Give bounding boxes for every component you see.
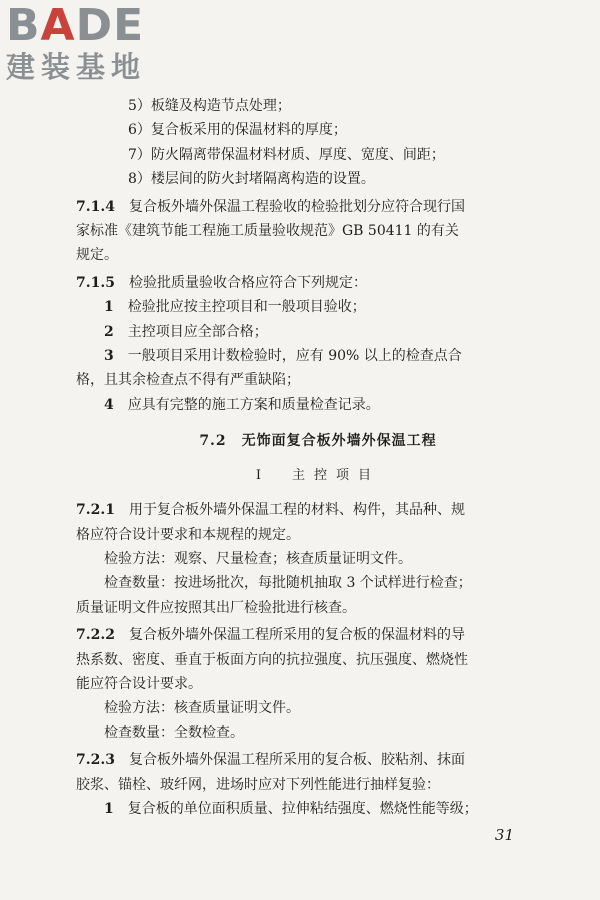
clause-text: 胶浆、锚栓、玻纤网，进场时应对下列性能进行抽样复验： [76, 776, 440, 793]
inspection-quantity: 检查数量：按进场批次，每批随机抽取 3 个试样进行检查； [104, 575, 472, 592]
clause-text: 家标准《建筑节能工程施工质量验收规范》GB 50411 的有关 [76, 223, 459, 240]
clause-7-2-2 [76, 623, 560, 745]
list-item: 3 一般项目采用计数检验时，应有 90% 以上的检查点合 [104, 348, 462, 365]
section-title: 7.2 无饰面复合板外墙外保温工程 [199, 433, 437, 450]
clause-text: 规定。 [76, 247, 118, 264]
clause-text: 用于复合板外墙外保温工程的材料、构件，其品种、规 [128, 502, 465, 519]
clause-text: 检验批质量验收合格应符合下列规定： [128, 274, 367, 291]
page-number: 31 [494, 826, 514, 844]
inspection-method: 检验方法：核查质量证明文件。 [104, 700, 300, 717]
clause-7-1-5 [76, 271, 560, 417]
clause-text: 能应符合设计要求。 [76, 675, 202, 692]
clause-text: 热系数、密度、垂直于板面方向的抗拉强度、抗压强度、燃烧性 [76, 651, 468, 668]
logo-subtitle: 建装基地 [6, 50, 147, 84]
clause-7-2-1 [76, 498, 560, 620]
clause-7-1-4 [76, 195, 560, 268]
list-item: 8）楼层间的防火封堵隔离构造的设置。 [128, 171, 375, 188]
inspection-quantity: 检查数量：全数检查。 [104, 724, 244, 741]
clause-number: 7.2.1 [76, 502, 115, 519]
clause-number: 7.2.2 [76, 627, 115, 644]
clause-number: 7.2.3 [76, 752, 115, 769]
clause-text: 复合板外墙外保温工程验收的检验批划分应符合现行国 [128, 198, 465, 215]
list-item: 6）复合板采用的保温材料的厚度； [128, 122, 347, 139]
brand-logo [6, 2, 186, 88]
list-item: 5）板缝及构造节点处理； [128, 98, 291, 114]
clause-7-2-3 [76, 748, 560, 821]
clause-number: 7.1.5 [76, 274, 115, 291]
list-item: 2 主控项目应全部合格； [104, 323, 268, 340]
list-item: 1 复合板的单位面积质量、拉伸粘结强度、燃烧性能等级； [104, 800, 478, 817]
inspection-quantity: 质量证明文件应按照其出厂检验批进行核查。 [76, 599, 356, 616]
clause-text: 复合板外墙外保温工程所采用的复合板的保温材料的导 [128, 627, 465, 644]
list-item-continuation: 格，且其余检查点不得有严重缺陷； [76, 372, 300, 389]
clause-text: 格应符合设计要求和本规程的规定。 [76, 526, 300, 543]
subsection-title: Ⅰ 主控项目 [255, 467, 381, 483]
logo-wordmark: BADE [6, 0, 145, 51]
list-item: 1 检验批应按主控项目和一般项目验收； [104, 299, 366, 316]
list-item: 4 应具有完整的施工方案和质量检查记录。 [104, 396, 380, 413]
clause-text: 复合板外墙外保温工程所采用的复合板、胶粘剂、抹面 [128, 752, 465, 769]
list-item: 7）防火隔离带保温材料材质、厚度、宽度、间距； [128, 146, 445, 163]
inspection-method: 检验方法：观察、尺量检查；核查质量证明文件。 [104, 550, 412, 567]
clause-number: 7.1.4 [76, 198, 115, 215]
document-body [76, 94, 560, 821]
